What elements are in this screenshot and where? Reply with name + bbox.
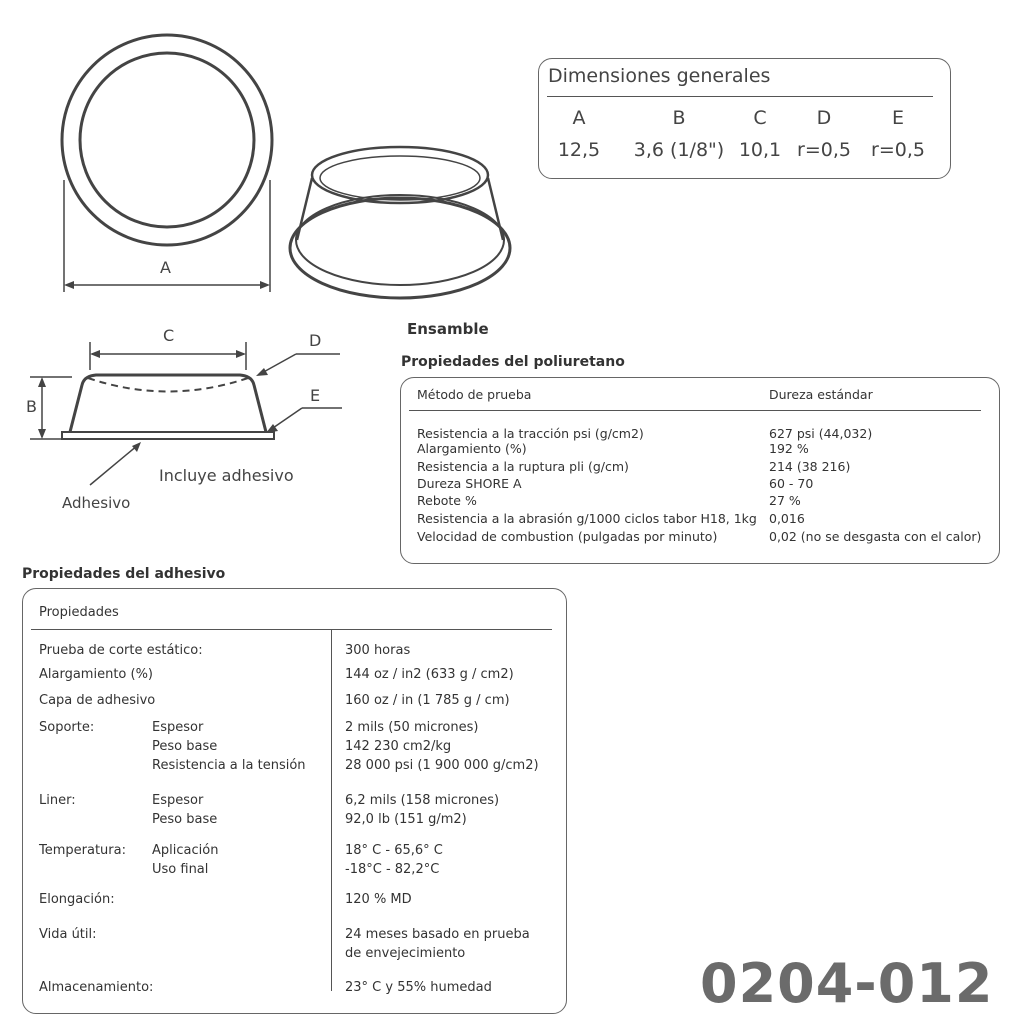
includes-adhesive-label: Incluye adhesivo: [159, 466, 294, 485]
prop-label: Alargamiento (%): [39, 667, 153, 682]
dimension-label-a: A: [160, 258, 171, 277]
prop-value: 18° C - 65,6° C: [345, 843, 443, 858]
table-row-method: Resistencia a la ruptura pli (g/cm): [417, 459, 629, 474]
dimensions-divider: [547, 96, 933, 97]
table-row-value: 27 %: [769, 493, 801, 508]
prop-label: Capa de adhesivo: [39, 693, 156, 708]
prop-label: Soporte:: [39, 720, 95, 735]
dimension-value-a: 12,5: [557, 139, 601, 161]
table-row-value: 627 psi (44,032): [769, 426, 873, 441]
adhesive-properties-table: [22, 588, 567, 1014]
prop-sublabel: Espesor: [152, 720, 204, 735]
adhesive-column-divider: [331, 629, 332, 991]
bumper-perspective-drawing: [285, 140, 515, 305]
dimension-header-a: A: [572, 107, 586, 129]
polyurethane-properties-table: [400, 377, 1000, 564]
dimension-value-e: r=0,5: [871, 139, 925, 161]
adhesive-properties-title: Propiedades del adhesivo: [22, 566, 226, 582]
prop-value: -18°C - 82,2°C: [345, 862, 440, 877]
prop-value: 6,2 mils (158 micrones): [345, 793, 500, 808]
prop-sublabel: Peso base: [152, 739, 218, 754]
prop-value: 300 horas: [345, 643, 411, 658]
prop-label: Vida útil:: [39, 927, 97, 942]
table-row-value: 60 - 70: [769, 476, 814, 491]
prop-value: 2 mils (50 micrones): [345, 720, 479, 735]
part-code: 0204-012: [700, 952, 994, 1015]
prop-value: 142 230 cm2/kg: [345, 739, 452, 754]
table-row-value: 192 %: [769, 441, 809, 456]
polyurethane-methods-column: [417, 425, 757, 545]
dimension-label-d: D: [309, 331, 322, 350]
prop-label: Temperatura:: [39, 843, 126, 858]
dimension-value-c: 10,1: [738, 139, 782, 161]
prop-sublabel: Espesor: [152, 793, 204, 808]
dimension-label-e: E: [310, 386, 321, 405]
table-row-value: 0,016: [769, 511, 805, 526]
table-row-method: Alargamiento (%): [417, 441, 527, 456]
dimension-label-b: B: [26, 397, 37, 416]
general-dimensions-title: Dimensiones generales: [548, 65, 771, 87]
prop-value: 144 oz / in2 (633 g / cm2): [345, 667, 514, 682]
prop-value: 160 oz / in (1 785 g / cm): [345, 693, 510, 708]
polyurethane-values-column: [769, 425, 981, 545]
dimension-value-b: 3,6 (1/8"): [633, 139, 725, 161]
table-row-method: Dureza SHORE A: [417, 476, 522, 491]
prop-sublabel: Aplicación: [152, 843, 219, 858]
prop-value: 92,0 lb (151 g/m2): [345, 812, 467, 827]
prop-sublabel: Peso base: [152, 812, 218, 827]
prop-label: Prueba de corte estático:: [39, 643, 203, 658]
dimension-header-d: D: [816, 107, 832, 129]
table-row-method: Velocidad de combustion (pulgadas por minuto): [417, 529, 718, 544]
adhesive-label: Adhesivo: [62, 494, 131, 512]
adhesive-header-divider: [31, 629, 552, 630]
prop-value: 120 % MD: [345, 892, 412, 907]
properties-header: Propiedades: [39, 605, 119, 620]
dimension-header-c: C: [753, 107, 767, 129]
table-row-method: Rebote %: [417, 493, 477, 508]
general-dimensions-panel: [538, 58, 951, 179]
table-row-value: 214 (38 216): [769, 459, 851, 474]
table-row-method: Resistencia a la tracción psi (g/cm2): [417, 426, 644, 441]
polyurethane-header-divider: [409, 410, 981, 411]
prop-value: 23° C y 55% humedad: [345, 980, 492, 995]
table-row-method: Resistencia a la abrasión g/1000 ciclos tabor H18, 1kg: [417, 511, 757, 526]
assembly-title: Ensamble: [407, 320, 489, 338]
dimension-header-b: B: [672, 107, 686, 129]
dimension-value-d: r=0,5: [797, 139, 851, 161]
polyurethane-properties-title: Propiedades del poliuretano: [401, 354, 625, 370]
prop-label: Elongación:: [39, 892, 115, 907]
table-row-value: 0,02 (no se desgasta con el calor): [769, 529, 982, 544]
prop-sublabel: Resistencia a la tensión: [152, 758, 306, 773]
dimension-header-e: E: [891, 107, 904, 129]
column-header-test-method: Método de prueba: [417, 387, 532, 402]
dimension-label-c: C: [163, 326, 175, 345]
column-header-standard-hardness: Dureza estándar: [769, 387, 873, 402]
prop-value: 28 000 psi (1 900 000 g/cm2): [345, 758, 539, 773]
prop-label: Liner:: [39, 793, 76, 808]
prop-label: Almacenamiento:: [39, 980, 154, 995]
prop-value: de envejecimiento: [345, 946, 466, 961]
prop-sublabel: Uso final: [152, 862, 209, 877]
prop-value: 24 meses basado en prueba: [345, 927, 530, 942]
